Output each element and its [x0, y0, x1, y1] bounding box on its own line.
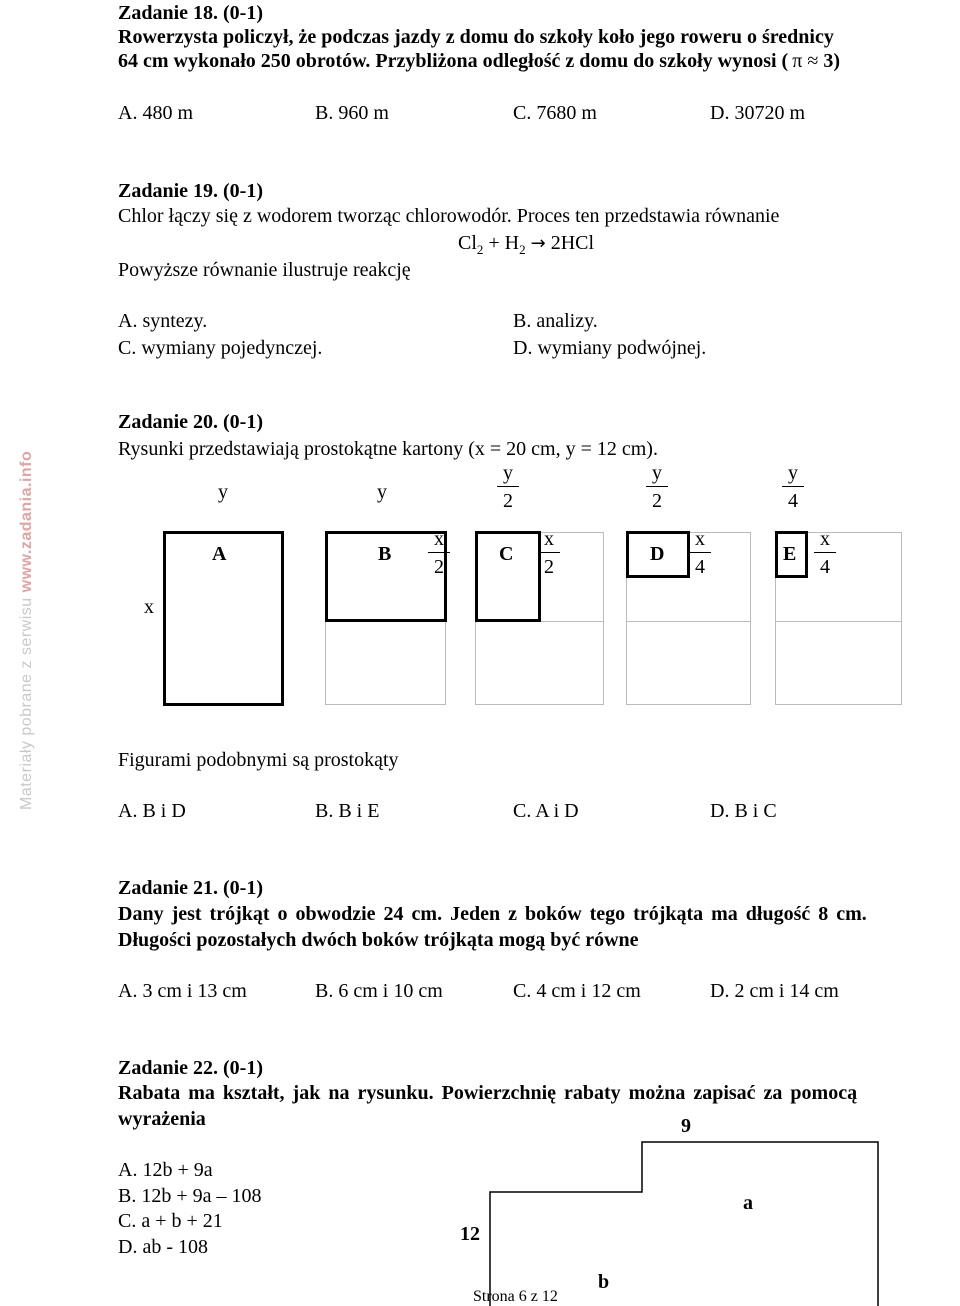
task-22-text-line2: wyrażenia — [118, 1108, 206, 1130]
task-20-title: Zadanie 20. (0-1) — [118, 411, 263, 433]
frac-y-4-e — [782, 463, 804, 511]
task-19-title: Zadanie 19. (0-1) — [118, 180, 263, 202]
answer-19-b[interactable]: B. analizy. — [513, 310, 598, 332]
task-21-text-line2: Długości pozostałych dwóch boków trójkąta mogą być równe — [118, 929, 639, 951]
flowerbed-outline — [490, 1142, 878, 1306]
frac-bar — [814, 552, 836, 553]
answer-20-a[interactable]: A. B i D — [118, 800, 186, 822]
frac-den: 4 — [695, 556, 705, 578]
flowerbed-shape — [480, 1140, 880, 1306]
task-18-text-line2-end: 3) — [823, 50, 840, 72]
eq-product: 2HCl — [550, 232, 595, 254]
frac-bar — [782, 486, 804, 487]
eq-sub-1: 2 — [476, 242, 484, 257]
label-rect-d: D — [650, 543, 665, 565]
frac-num: x — [434, 528, 444, 550]
answer-22-a[interactable]: A. 12b + 9a — [118, 1159, 213, 1181]
label-rect-e: E — [783, 543, 797, 565]
task-20-question: Figurami podobnymi są prostokąty — [118, 749, 399, 771]
answer-18-b[interactable]: B. 960 m — [315, 102, 389, 124]
frac-den: 2 — [652, 490, 662, 512]
label-y-b: y — [377, 481, 387, 503]
task-22-text-line1: Rabata ma kształt, jak na rysunku. Powierzchnię rabaty można zapisać za pomocą — [118, 1082, 858, 1104]
answer-20-b[interactable]: B. B i E — [315, 800, 380, 822]
frac-x-2-b — [428, 529, 450, 577]
frac-x-2-c — [538, 529, 560, 577]
label-x: x — [144, 596, 154, 618]
task-18-text-line1: Rowerzysta policzył, że podczas jazdy z domu do szkoły koło jego roweru o średnicy — [118, 26, 834, 48]
task-20-text-line1: Rysunki przedstawiają prostokątne kartony (x = 20 cm, y = 12 cm). — [118, 438, 658, 460]
task-21-text-line1: Dany jest trójkąt o obwodzie 24 cm. Jeden z boków tego trójkąta ma długość 8 cm. — [118, 903, 867, 925]
answer-20-d[interactable]: D. B i C — [710, 800, 777, 822]
eq-plus-h: + H — [483, 232, 520, 254]
task-18-title: Zadanie 18. (0-1) — [118, 2, 263, 24]
grid-cell — [626, 621, 751, 705]
frac-y-2-d — [646, 463, 668, 511]
grid-cell — [325, 621, 446, 705]
frac-num: x — [820, 528, 830, 550]
answer-18-d[interactable]: D. 30720 m — [710, 102, 805, 124]
frac-den: 4 — [820, 556, 830, 578]
answer-18-c[interactable]: C. 7680 m — [513, 102, 597, 124]
frac-bar — [689, 552, 711, 553]
frac-bar — [428, 552, 450, 553]
frac-bar — [497, 486, 519, 487]
label-9: 9 — [681, 1115, 691, 1137]
answer-22-c[interactable]: C. a + b + 21 — [118, 1210, 223, 1232]
answer-22-b[interactable]: B. 12b + 9a – 108 — [118, 1185, 262, 1207]
answer-19-c[interactable]: C. wymiany pojedynczej. — [118, 337, 323, 359]
answer-21-d[interactable]: D. 2 cm i 14 cm — [710, 980, 839, 1002]
approx-symbol: ≈ — [807, 50, 819, 72]
watermark-link[interactable]: www.zadania.info — [18, 450, 35, 593]
frac-den: 2 — [434, 556, 444, 578]
frac-bar — [538, 552, 560, 553]
frac-x-4-e — [814, 529, 836, 577]
frac-den: 2 — [503, 490, 513, 512]
answer-21-c[interactable]: C. 4 cm i 12 cm — [513, 980, 641, 1002]
answer-22-d[interactable]: D. ab - 108 — [118, 1236, 208, 1258]
frac-den: 2 — [544, 556, 554, 578]
frac-bar — [646, 486, 668, 487]
answer-19-a[interactable]: A. syntezy. — [118, 310, 208, 332]
grid-cell — [775, 621, 902, 705]
label-a: a — [743, 1192, 753, 1214]
task-18-text-line2-main: 64 cm wykonało 250 obrotów. Przybliżona odległość z domu do szkoły wynosi ( — [118, 50, 789, 72]
frac-num: y — [788, 462, 798, 484]
frac-num: x — [544, 528, 554, 550]
chemical-equation — [458, 233, 594, 256]
task-22-title: Zadanie 22. (0-1) — [118, 1057, 263, 1079]
task-21-title: Zadanie 21. (0-1) — [118, 877, 263, 899]
answer-21-a[interactable]: A. 3 cm i 13 cm — [118, 980, 247, 1002]
task-18-text-line2 — [118, 51, 840, 71]
label-rect-b: B — [378, 543, 392, 565]
frac-y-2-c — [497, 463, 519, 511]
answer-18-a[interactable]: A. 480 m — [118, 102, 193, 124]
frac-x-4-d — [689, 529, 711, 577]
answer-19-d[interactable]: D. wymiany podwójnej. — [513, 337, 707, 359]
grid-cell — [475, 621, 604, 705]
eq-cl: Cl — [458, 232, 477, 254]
task-19-text-line2: Powyższe równanie ilustruje reakcję — [118, 259, 411, 281]
watermark-text: Materiały pobrane z serwisu — [18, 592, 35, 810]
page-number: Strona 6 z 12 — [473, 1288, 558, 1305]
task-19-text-line1: Chlor łączy się z wodorem tworząc chlorowodór. Proces ten przedstawia równanie — [118, 205, 780, 227]
eq-sub-2: 2 — [519, 242, 526, 257]
label-rect-c: C — [499, 543, 514, 565]
answer-20-c[interactable]: C. A i D — [513, 800, 579, 822]
label-y-a: y — [218, 481, 228, 503]
watermark — [18, 451, 36, 810]
eq-arrow: → — [530, 233, 546, 254]
frac-num: y — [503, 462, 513, 484]
frac-num: y — [652, 462, 662, 484]
label-b: b — [598, 1271, 610, 1293]
frac-num: x — [695, 528, 705, 550]
answer-21-b[interactable]: B. 6 cm i 10 cm — [315, 980, 443, 1002]
label-rect-a: A — [212, 543, 227, 565]
label-12: 12 — [460, 1223, 480, 1245]
frac-den: 4 — [788, 490, 798, 512]
pi-symbol: π — [792, 50, 803, 72]
